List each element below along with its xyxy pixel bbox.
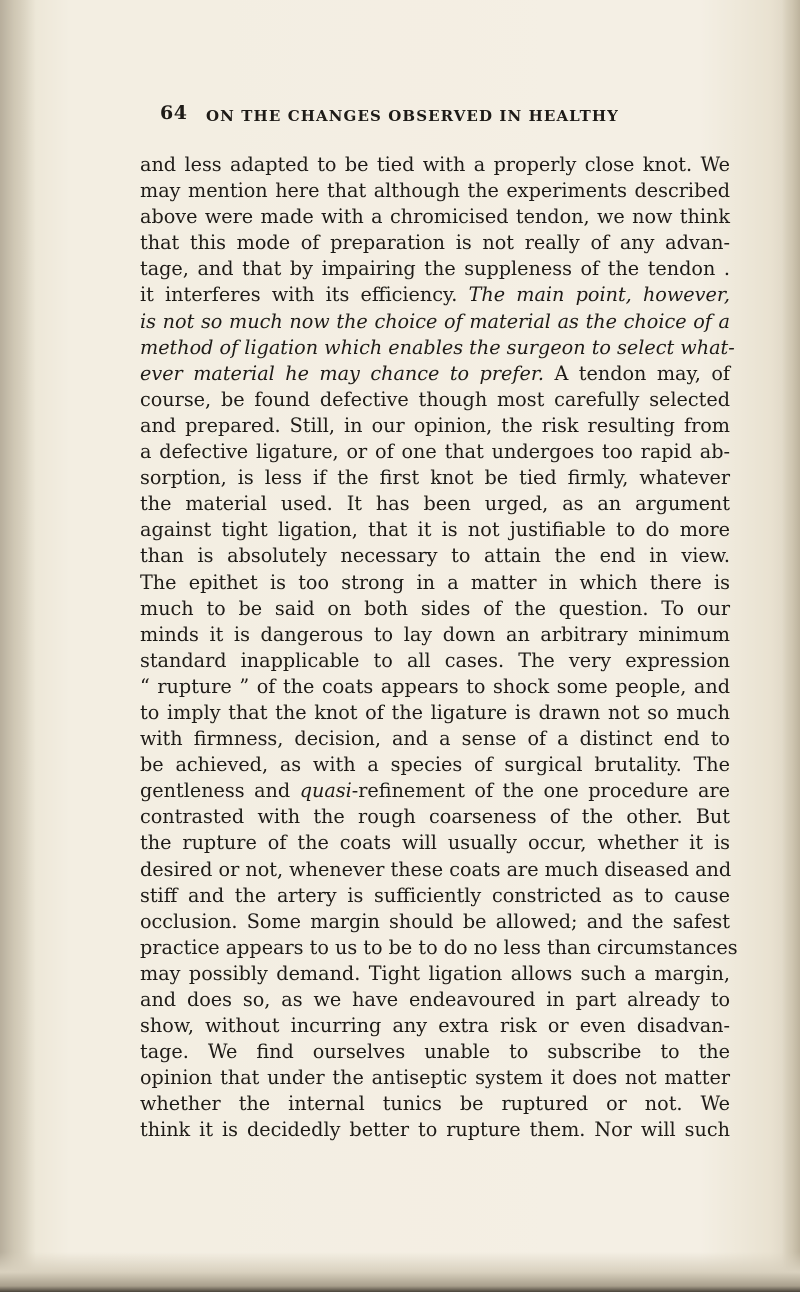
text-segment: and does so, as we have endeavoured in part already to (140, 988, 730, 1011)
text-line (140, 570, 730, 596)
text-line (140, 987, 730, 1013)
text-line (140, 491, 730, 517)
text-line (140, 648, 730, 674)
text-line (140, 857, 730, 883)
text-line (140, 465, 730, 491)
text-segment: practice appears to us to be to do no less than circumstances (140, 935, 738, 959)
body-text (140, 152, 738, 1144)
italic-text-segment: method of ligation which enables the surgeon to select what- (140, 335, 735, 359)
text-segment: sorption, is less if the first knot be tied firmly, whatever (140, 466, 730, 490)
text-segment: to imply that the knot of the ligature is drawn not so much (140, 700, 730, 724)
text-line (140, 204, 730, 230)
italic-text-segment: ever material he may chance to prefer. (140, 361, 544, 385)
text-segment: gentleness and (140, 779, 300, 803)
text-segment: show, without incurring any extra risk or even disadvan- (140, 1014, 730, 1038)
text-line (140, 778, 730, 804)
text-line (140, 622, 730, 648)
text-segment: tage, and that by impairing the suppleness of the tendon . (140, 257, 730, 281)
text-line (140, 961, 730, 987)
text-line (140, 752, 730, 778)
text-line (140, 909, 730, 935)
text-segment: “ rupture ” of the coats appears to shock some people, and (140, 674, 730, 698)
text-line (140, 674, 730, 700)
text-line (140, 543, 730, 569)
text-segment: minds it is dangerous to lay down an arbitrary minimum (140, 622, 730, 646)
text-segment: than is absolutely necessary to attain the end in view. (140, 544, 730, 568)
text-line (140, 726, 730, 752)
text-segment: A tendon may, of (543, 361, 730, 385)
text-line (140, 1065, 730, 1091)
text-segment: may mention here that although the experiments described (140, 179, 730, 203)
text-segment: the rupture of the coats will usually occur, whether it is (140, 831, 730, 855)
binding-gutter-shadow (0, 0, 36, 1292)
text-segment: with firmness, decision, and a sense of a distinct end to (140, 727, 730, 751)
text-line (140, 387, 730, 413)
text-segment: and prepared. Still, in our opinion, the risk resulting from (140, 413, 730, 437)
text-line (140, 1117, 730, 1143)
text-segment: much to be said on both sides of the question. To our (140, 596, 730, 620)
page-header (160, 96, 732, 130)
italic-text-segment: quasi (299, 779, 352, 803)
text-line (140, 804, 730, 830)
text-segment: course, be found defective though most carefully selected (140, 387, 730, 411)
text-line (140, 517, 730, 543)
text-line (140, 335, 735, 361)
text-segment: it interferes with its efficiency. (140, 283, 469, 307)
text-line (140, 596, 730, 622)
text-line (140, 282, 730, 308)
text-segment: desired or not, whenever these coats are much diseased and (140, 857, 732, 881)
text-line (140, 935, 738, 961)
text-segment: whether the internal tunics be ruptured or not. We (140, 1092, 730, 1116)
text-segment: and less adapted to be tied with a properly close knot. We (140, 153, 730, 176)
text-segment: be achieved, as with a species of surgical brutality. The (140, 753, 730, 777)
text-segment: may possibly demand. Tight ligation allows such a margin, (140, 961, 730, 985)
text-line (140, 230, 730, 256)
text-segment: The epithet is too strong in a matter in which there is (140, 570, 730, 594)
text-line (140, 1013, 730, 1039)
text-line (140, 309, 730, 335)
italic-text-segment: The main point, however, (468, 283, 730, 307)
text-line (140, 361, 730, 387)
text-segment: standard inapplicable to all cases. The very expression (140, 648, 730, 672)
text-line (140, 883, 730, 909)
page-bottom-edge (0, 1252, 800, 1292)
text-line (140, 178, 730, 204)
text-segment: the material used. It has been urged, as an argument (140, 492, 730, 516)
text-line (140, 1091, 730, 1117)
text-segment: occlusion. Some margin should be allowed; and the safest (140, 909, 730, 933)
page-number: 64 (160, 102, 188, 124)
text-segment: tage. We find ourselves unable to subscribe to the (140, 1040, 730, 1064)
text-segment: that this mode of preparation is not really of any advan- (140, 231, 730, 255)
text-segment: a defective ligature, or of one that undergoes too rapid ab- (140, 440, 730, 464)
text-line (140, 256, 730, 282)
text-line (140, 1039, 730, 1065)
text-segment: contrasted with the rough coarseness of the other. But (140, 805, 730, 829)
text-line (140, 830, 730, 856)
text-segment: against tight ligation, that it is not justifiable to do more (140, 518, 730, 542)
text-line (140, 152, 730, 178)
running-head: ON THE CHANGES OBSERVED IN HEALTHY (206, 107, 619, 125)
text-line (140, 439, 730, 465)
text-segment: above were made with a chromicised tendon, we now think (140, 205, 730, 229)
text-segment: stiff and the artery is sufficiently constricted as to cause (140, 883, 730, 907)
text-segment: think it is decidedly better to rupture them. Nor will such (140, 1118, 730, 1142)
text-segment: -refinement of the one procedure are (351, 779, 730, 803)
text-line (140, 700, 730, 726)
text-segment: opinion that under the antiseptic system it does not matter (140, 1066, 730, 1090)
text-line (140, 413, 730, 439)
page-right-edge (782, 0, 800, 1292)
italic-text-segment: is not so much now the choice of material as the choice of a (140, 309, 730, 333)
